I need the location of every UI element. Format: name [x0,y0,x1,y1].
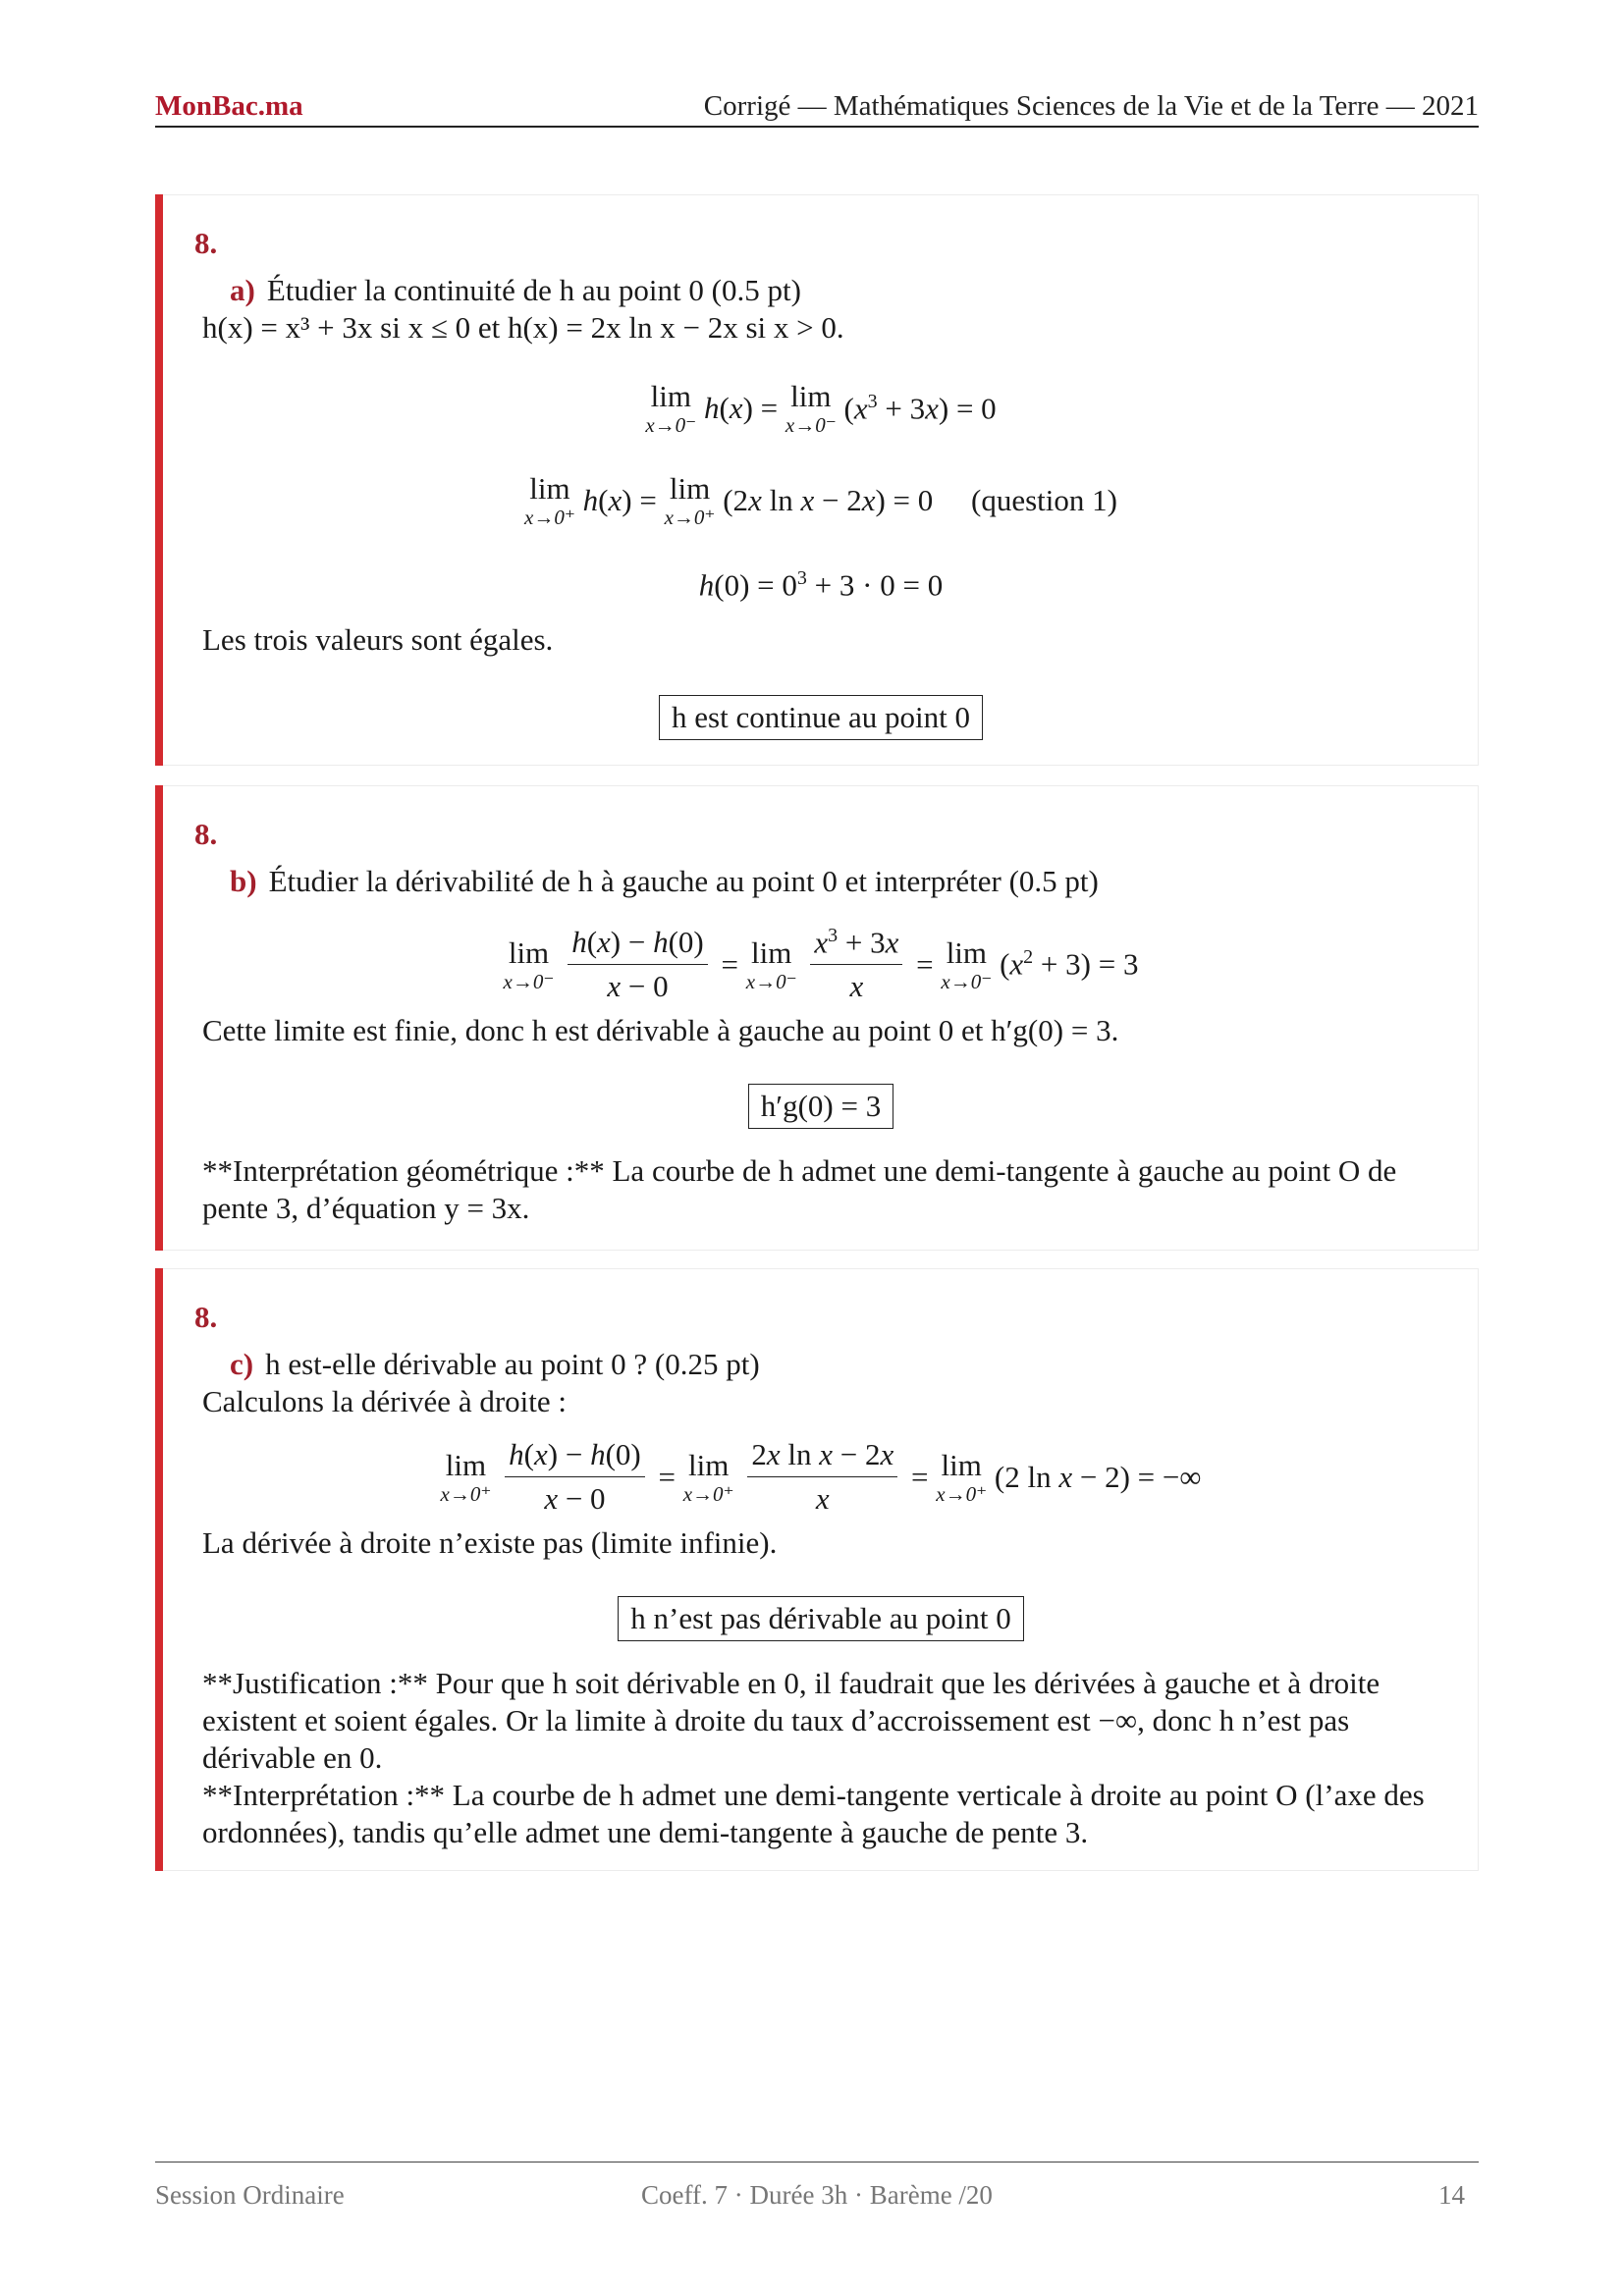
question-label: a) [230,273,255,307]
page-footer [155,2162,1479,2210]
question-text [230,1347,760,1382]
equation-left-derivative: lim x→0⁻ $\frac{h(x) - h(0)}{x - 0}$ = lim x→0⁻ $\frac{x^3 + 3x}{x}$ = lim x→0⁻ $(x^2 + 3) = 3$ [503,925,1139,1004]
equation-right-limit: lim x→0⁺ h(x) = lim x→0⁺ (2x ln x − 2x) = 0 (question 1) [524,471,1117,529]
intro-text: Calculons la dérivée à droite : [202,1384,568,1418]
question-label: b) [230,864,257,898]
result-box: h′g(0) = 3 [748,1084,893,1129]
equation-value-at-zero: $h(0) = 0^3 + 3 \cdot 0 = 0$ [698,567,944,603]
question-text [230,273,801,308]
document-title: Corrigé — Mathématiques Sciences de la Vie et de la Terre — 2021 [703,90,1479,122]
equation-right-derivative: lim x→0⁺ $\frac{h(x) - h(0)}{x - 0}$ = lim x→0⁺ $\frac{\text{2x ln x − 2x}}{x}$ = lim x→0⁺ (2 ln x − 2) = −∞ [440,1437,1202,1516]
footer-session: Session Ordinaire [155,2180,345,2210]
result-box-wrap [163,1084,1479,1129]
question-number: 8. [194,226,218,260]
equation-result: = 3 [1098,946,1139,982]
equation-note: (question 1) [971,483,1117,517]
conclusion-text: Les trois valeurs sont égales. [202,622,554,657]
brand-logo-text[interactable]: MonBac.ma [155,90,303,122]
page-header [155,90,1479,128]
question-statement: h est-elle dérivable au point 0 ? (0.25 pt) [265,1347,760,1381]
question-statement: Étudier la continuité de h au point 0 (0.5 pt) [266,273,801,307]
section-8c [155,1268,1479,1871]
result-box: h n’est pas dérivable au point 0 [618,1596,1023,1641]
conclusion-text: La dérivée à droite n’existe pas (limite infinie). [202,1525,778,1560]
question-number: 8. [194,817,218,851]
question-label: c) [230,1347,254,1381]
conclusion-text: Cette limite est finie, donc h est dérivable à gauche au point 0 et h′g(0) = 3. [202,1013,1119,1047]
interpretation-paragraph: **Interprétation géométrique :** La courbe de h admet une demi-tangente à gauche au point O de pente 3, d’équation y = 3x. [202,1153,1397,1225]
question-statement: Étudier la dérivabilité de h à gauche au point 0 et interpréter (0.5 pt) [268,864,1099,898]
question-number: 8. [194,1300,218,1334]
section-8b [155,785,1479,1251]
equation-left-limit: lim x→0⁻ h(x) = lim x→0⁻ $(x^3 + 3x) = 0$ [645,379,997,437]
interpretation-paragraph: **Interprétation :** La courbe de h admet une demi-tangente verticale à droite au point O (l’axe des ordonnées), tandis qu’elle admet une demi-tangente à gauche de pente 3. [202,1778,1425,1849]
equation-result: = −∞ [1137,1459,1202,1494]
section-8a [155,194,1479,766]
function-definition: h(x) = x³ + 3x si x ≤ 0 et h(x) = 2x ln x − 2x si x > 0. [202,310,844,345]
result-box: h est continue au point 0 [659,695,983,740]
justification-paragraph: **Justification :** Pour que h soit dérivable en 0, il faudrait que les dérivées à gauche et à droite existent et soient égales. Or la limite à droite du taux d’accroissement est −∞, donc h n’est pas dérivable en 0. [202,1666,1380,1775]
question-text [230,864,1099,899]
result-box-wrap [163,1596,1479,1641]
footer-exam-info: Coeff. 7 · Durée 3h · Barème /20 [641,2180,993,2210]
page-number: 14 [1438,2180,1465,2210]
result-box-wrap [163,695,1479,740]
